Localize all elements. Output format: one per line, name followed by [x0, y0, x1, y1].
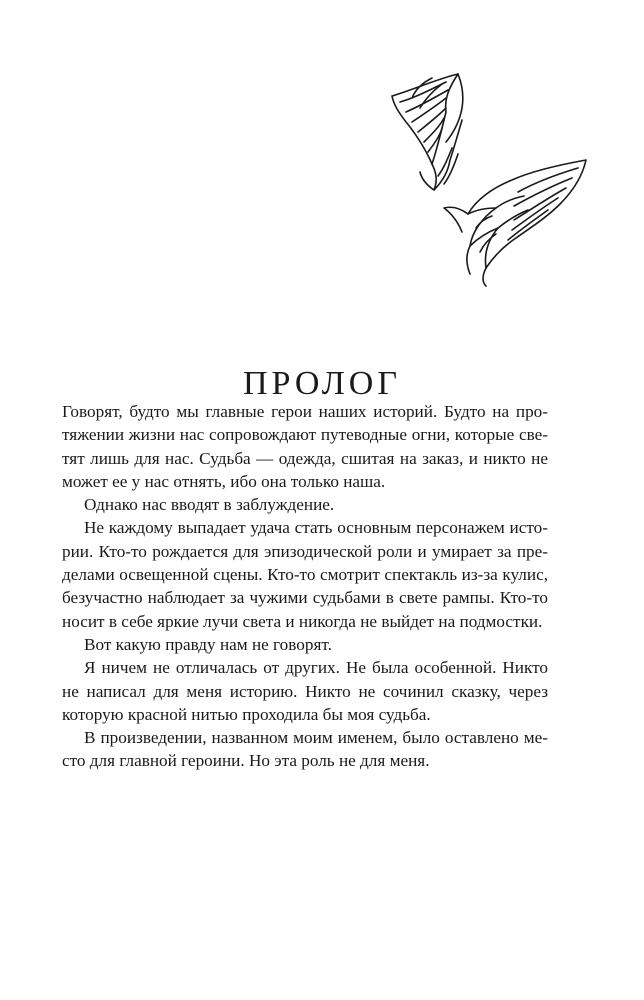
paragraph: Я ничем не отличалась от других. Не была особенной. Никто не написал для меня историю. Никто не сочинил сказку, через которую красной нитью проходила бы моя судьба. — [62, 658, 548, 724]
chapter-title: ПРОЛОГ — [242, 364, 401, 402]
paragraph: В произведении, названном моим именем, было оставлено место для главной героини. Но эта роль не для меня. — [62, 728, 548, 771]
angel-wings-icon — [372, 68, 592, 288]
paragraph: Вот какую правду нам не говорят. — [84, 634, 332, 654]
paragraph: Однако нас вводят в заблуждение. — [84, 495, 335, 515]
paragraph: Говорят, будто мы главные герои наших историй. Будто на протяжении жизни нас сопровождают путеводные огни, которые светят лишь для нас. Судьба — одежда, сшитая на заказ, и никто не может ее у нас отнять, ибо она только наша. — [62, 402, 548, 491]
paragraph: Не каждому выпадает удача стать основным персонажем истории. Кто-то рождается для эпизодической роли и умирает за пределами освещенной сцены. Кто-то смотрит спектакль из-за кулис, безучастно наблюдает за чужими судьбами в свете рампы. Кто-то носит в себе яркие лучи света и никогда не выйдет на подмостки. — [62, 518, 548, 631]
body-text — [62, 400, 548, 773]
